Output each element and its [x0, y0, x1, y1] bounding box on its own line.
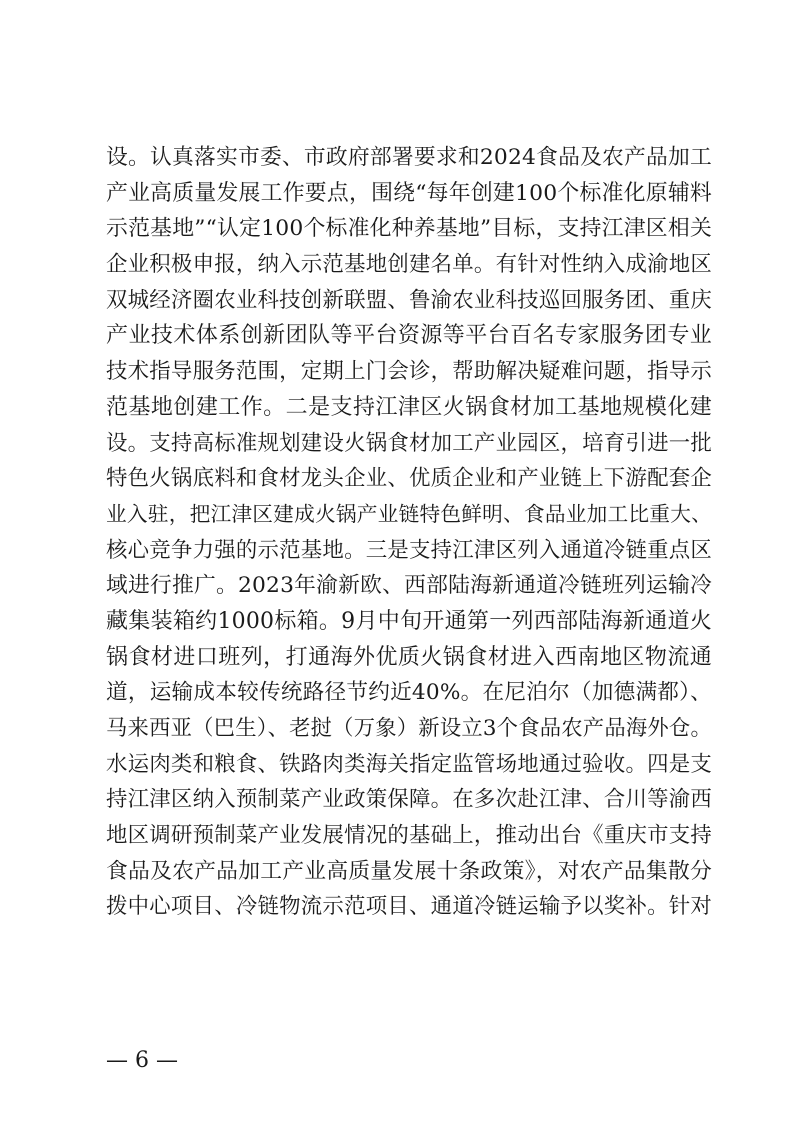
text-line: 范基地创建工作。二是支持江津区火锅食材加工基地规模化建	[106, 394, 712, 420]
text-line: 企业积极申报，纳入示范基地创建名单。有针对性纳入成渝地区	[106, 252, 712, 278]
text-line: 食品及农产品加工产业高质量发展十条政策》，对农产品集散分	[106, 858, 712, 884]
text-line: 马来西亚（巴生）、老挝（万象）新设立3个食品农产品海外仓。	[106, 716, 712, 741]
text-line: 拨中心项目、冷链物流示范项目、通道冷链运输予以奖补。针对	[106, 894, 712, 920]
text-line: 道，运输成本较传统路径节约近40%。在尼泊尔（加德满都）、	[106, 680, 712, 706]
text-line: 地区调研预制菜产业发展情况的基础上，推动出台《重庆市支持	[106, 823, 712, 849]
text-line: 技术指导服务范围，定期上门会诊，帮助解决疑难问题，指导示	[106, 359, 712, 385]
text-line: 水运肉类和粮食、铁路肉类海关指定监管场地通过验收。四是支	[106, 751, 712, 777]
body-text	[106, 140, 712, 925]
text-line: 锅食材进口班列，打通海外优质火锅食材进入西南地区物流通	[106, 644, 712, 670]
text-line: 域进行推广。2023年渝新欧、西部陆海新通道冷链班列运输冷	[106, 573, 712, 599]
text-line: 藏集装箱约1000标箱。9月中旬开通第一列西部陆海新通道火	[106, 608, 712, 634]
text-line: 持江津区纳入预制菜产业政策保障。在多次赴江津、合川等渝西	[106, 787, 712, 813]
text-line: 产业技术体系创新团队等平台资源等平台百名专家服务团专业	[106, 323, 712, 349]
page-number: — 6 —	[106, 1048, 178, 1073]
text-line: 特色火锅底料和食材龙头企业、优质企业和产业链上下游配套企	[106, 466, 712, 492]
text-line: 示范基地”“认定100个标准化种养基地”目标，支持江津区相关	[106, 216, 712, 242]
text-line: 产业高质量发展工作要点，围绕“每年创建100个标准化原辅料	[106, 180, 712, 206]
text-line: 设。支持高标准规划建设火锅食材加工产业园区，培育引进一批	[106, 430, 712, 456]
text-line: 设。认真落实市委、市政府部署要求和2024食品及农产品加工	[106, 145, 712, 170]
text-line: 双城经济圈农业科技创新联盟、鲁渝农业科技巡回服务团、重庆	[106, 287, 712, 313]
text-line: 核心竞争力强的示范基地。三是支持江津区列入通道冷链重点区	[106, 537, 712, 563]
text-line: 业入驻，把江津区建成火锅产业链特色鲜明、食品业加工比重大、	[106, 501, 712, 526]
